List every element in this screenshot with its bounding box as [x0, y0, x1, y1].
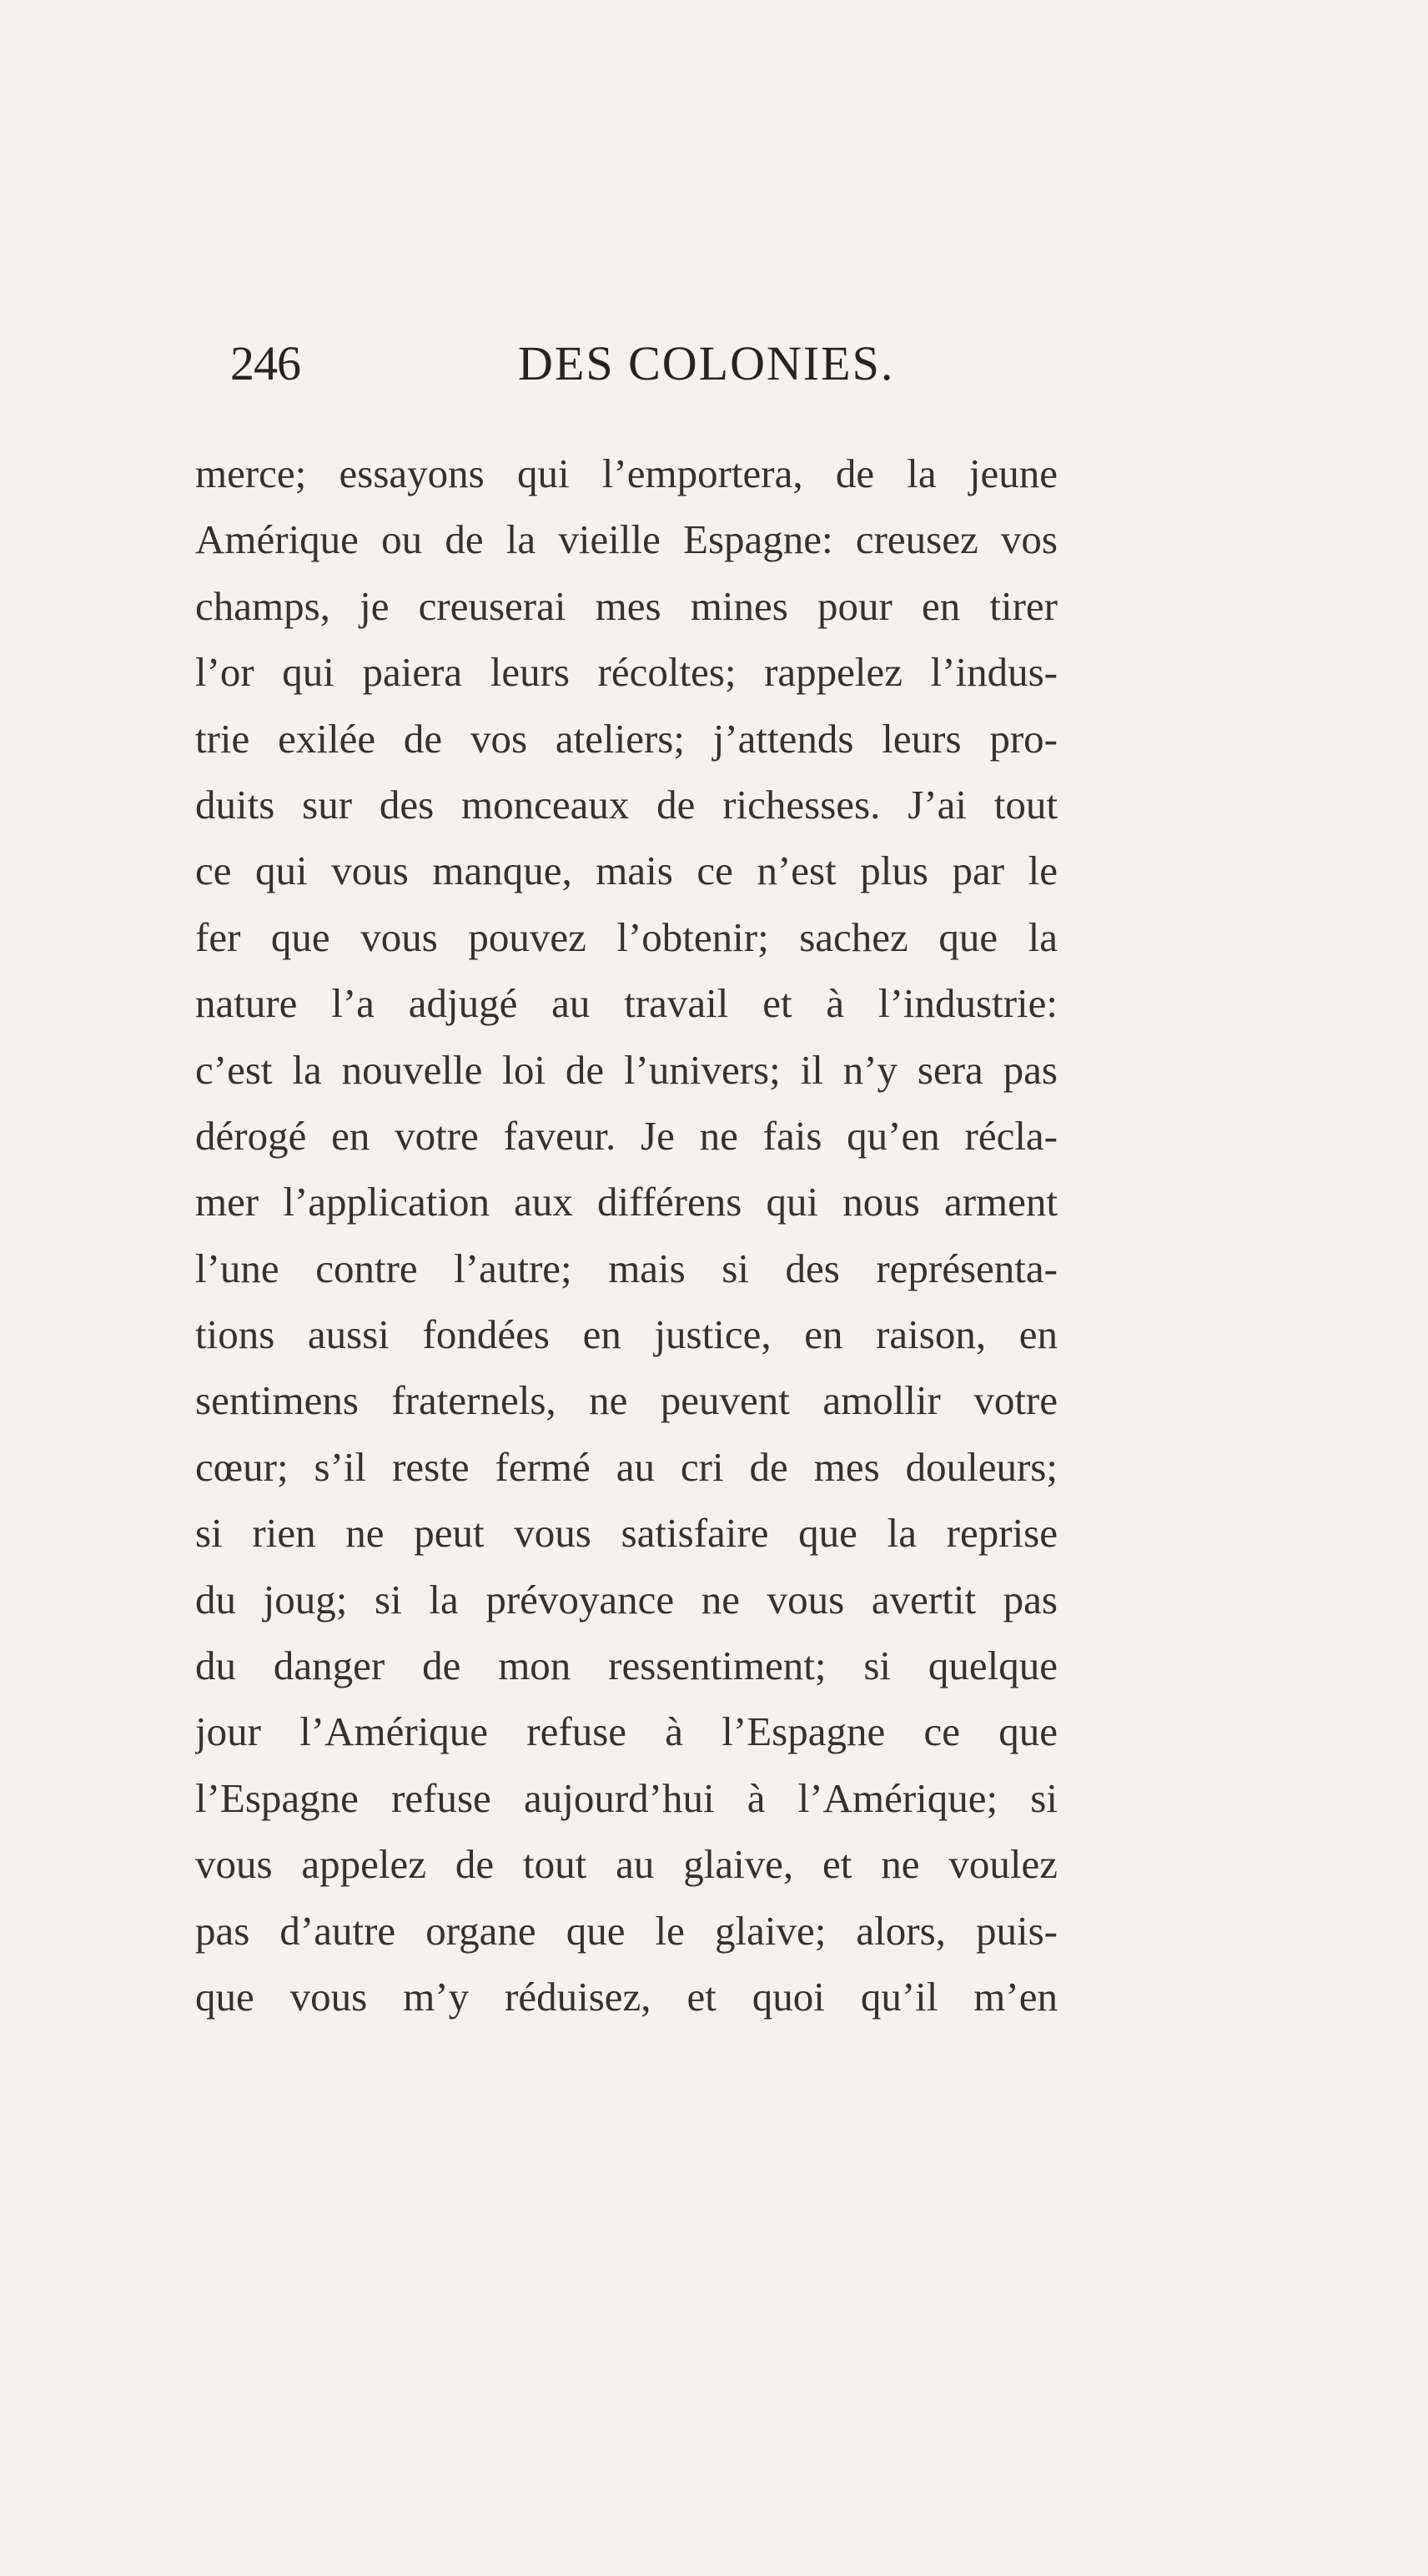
text-line: merce; essayons qui l’emportera, de la jeune — [195, 450, 1058, 496]
running-title: DES COLONIES. — [518, 336, 895, 390]
text-line: trie exilée de vos ateliers; j’attends leurs pro- — [195, 715, 1058, 762]
text-line: ce qui vous manque, mais ce n’est plus par le — [195, 848, 1058, 894]
text-line: nature l’a adjugé au travail et à l’industrie: — [195, 980, 1058, 1027]
text-line: pas d’autre organe que le glaive; alors, puis- — [195, 1907, 1058, 1954]
text-line: du danger de mon ressentiment; si quelque — [195, 1643, 1058, 1689]
text-line: mer l’application aux différens qui nous arment — [195, 1179, 1058, 1225]
page-number: 246 — [230, 336, 300, 390]
text-line: du joug; si la prévoyance ne vous avertit pas — [195, 1576, 1058, 1623]
running-head — [230, 330, 1056, 398]
text-line: l’Espagne refuse aujourd’hui à l’Amérique; si — [195, 1774, 1058, 1821]
text-line: dérogé en votre faveur. Je ne fais qu’en récla- — [195, 1112, 1058, 1159]
text-line: jour l’Amérique refuse à l’Espagne ce que — [195, 1708, 1058, 1755]
text-line: Amérique ou de la vieille Espagne: creusez vos — [195, 516, 1058, 563]
text-line: que vous m’y réduisez, et quoi qu’il m’en — [195, 1973, 1058, 2020]
text-line: cœur; s’il reste fermé au cri de mes douleurs; — [195, 1443, 1058, 1490]
text-line: vous appelez de tout au glaive, et ne voulez — [195, 1841, 1058, 1888]
text-line: champs, je creuserai mes mines pour en tirer — [195, 582, 1058, 629]
text-line: duits sur des monceaux de richesses. J’ai tout — [195, 781, 1058, 828]
text-line: sentimens fraternels, ne peuvent amollir votre — [195, 1377, 1058, 1424]
text-line: fer que vous pouvez l’obtenir; sachez que la — [195, 913, 1058, 960]
body-text — [195, 440, 1058, 2030]
text-line: si rien ne peut vous satisfaire que la reprise — [195, 1510, 1058, 1557]
text-line: tions aussi fondées en justice, en raison, en — [195, 1311, 1058, 1358]
text-line: l’une contre l’autre; mais si des représenta- — [195, 1245, 1058, 1291]
text-line: l’or qui paiera leurs récoltes; rappelez l’indus- — [195, 649, 1058, 696]
text-line: c’est la nouvelle loi de l’univers; il n’y sera pas — [195, 1046, 1058, 1093]
